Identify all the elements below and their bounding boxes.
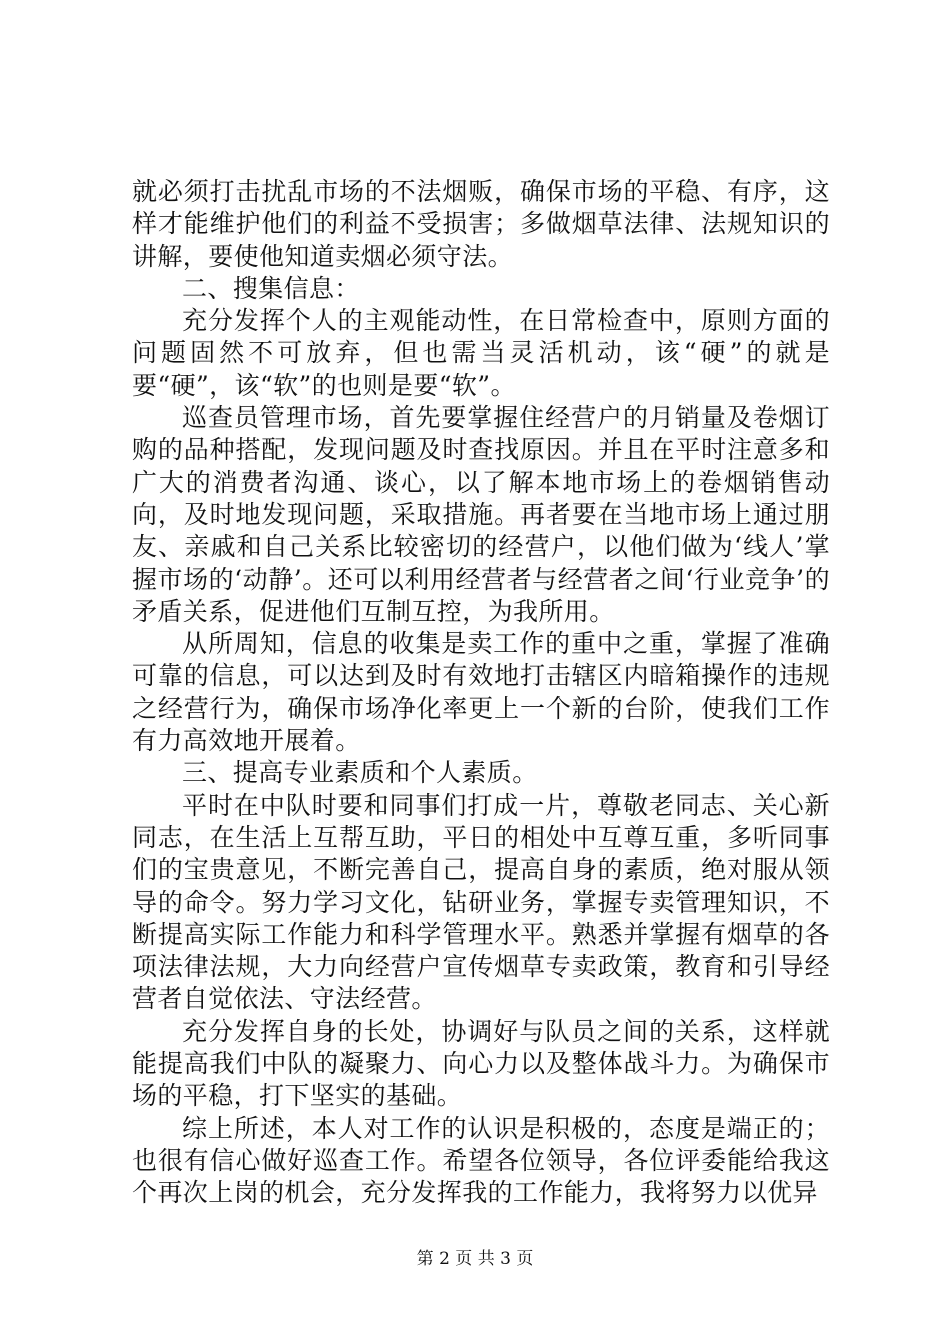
paragraph-continuation: 就必须打击扰乱市场的不法烟贩，确保市场的平稳、有序，这样才能维护他们的利益不受损害；多做烟草法律、法规知识的讲解，要使他知道卖烟必须守法。 xyxy=(132,177,830,271)
document-body xyxy=(132,176,830,1210)
page-number-footer: 第 2 页 共 3 页 xyxy=(416,1249,534,1269)
paragraph: 从所周知，信息的收集是卖工作的重中之重，掌握了准确可靠的信息，可以达到及时有效地打击辖区内暗箱操作的违规之经营行为，确保市场净化率更上一个新的台阶，使我们工作有力高效地开展着。 xyxy=(132,629,830,756)
section-heading-improve-quality: 三、提高专业素质和个人素质。 xyxy=(182,758,538,788)
paragraph: 综上所述，本人对工作的认识是积极的，态度是端正的；也很有信心做好巡查工作。希望各位领导，各位评委能给我这个再次上岗的机会，充分发挥我的工作能力，我将努力以优异 xyxy=(132,1113,830,1208)
paragraph: 巡查员管理市场，首先要掌握住经营户的月销量及卷烟订购的品种搭配，发现问题及时查找原因。并且在平时注意多和广大的消费者沟通、谈心，以了解本地市场上的卷烟销售动向，及时地发现问题，采取措施。再者要在当地市场上通过朋友、亲戚和自己关系比较密切的经营户，以他们做为‘线人’掌握市场的‘动静’。还可以利用经营者与经营者之间‘行业竞争’的矛盾关系，促进他们互制互控，为我所用。 xyxy=(132,403,830,626)
section-heading-collect-info: 二、搜集信息： xyxy=(182,273,360,303)
paragraph: 充分发挥个人的主观能动性，在日常检查中，原则方面的问题固然不可放弃，但也需当灵活机动，该“硬”的就是要“硬”，该“软”的也则是要“软”。 xyxy=(132,306,830,400)
paragraph: 平时在中队时要和同事们打成一片，尊敬老同志、关心新同志，在生活上互帮互助，平日的相处中互尊互重，多听同事们的宝贵意见，不断完善自己，提高自身的素质，绝对服从领导的命令。努力学习文化，钻研业务，掌握专卖管理知识，不断提高实际工作能力和科学管理水平。熟悉并掌握有烟草的各项法律法规，大力向经营户宣传烟草专卖政策，教育和引导经营者自觉依法、守法经营。 xyxy=(132,790,830,1014)
paragraph: 充分发挥自身的长处，协调好与队员之间的关系，这样就能提高我们中队的凝聚力、向心力以及整体战斗力。为确保市场的平稳，打下坚实的基础。 xyxy=(132,1016,830,1111)
